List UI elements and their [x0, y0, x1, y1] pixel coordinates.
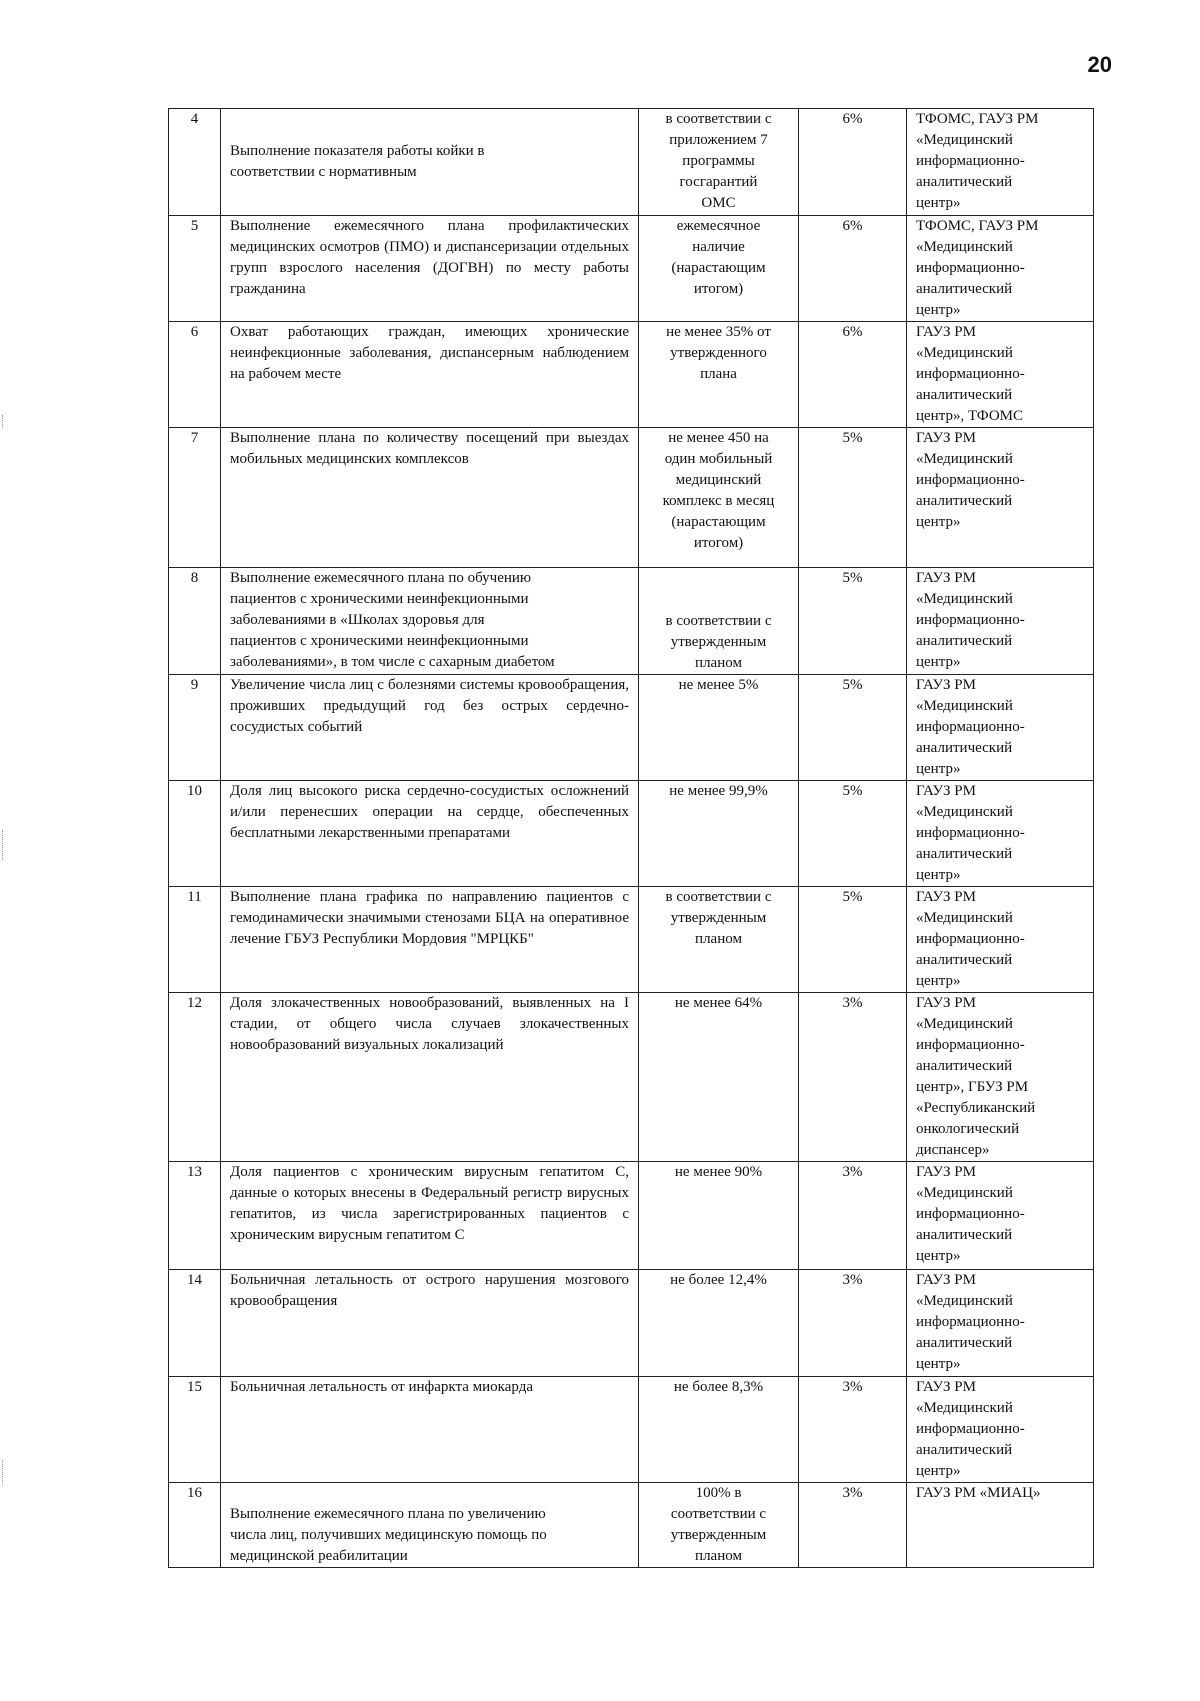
responsible-org: ГАУЗ РМ «Медицинский информационно- аналитический центр», ГБУЗ РМ «Республиканский онкологический диспансер» [907, 993, 1094, 1162]
responsible-org: ГАУЗ РМ «Медицинский информационно- аналитический центр» [907, 675, 1094, 781]
table-row [169, 322, 1094, 428]
responsible-org: ГАУЗ РМ «Медицинский информационно- аналитический центр» [907, 428, 1094, 568]
responsible-org: ТФОМС, ГАУЗ РМ «Медицинский информационно- аналитический центр» [907, 216, 1094, 322]
table-row [169, 428, 1094, 568]
weight-percent: 6% [799, 109, 907, 216]
responsible-org: ГАУЗ РМ «Медицинский информационно- аналитический центр» [907, 781, 1094, 887]
target-value: в соответствии с приложением 7 программы госгарантий ОМС [639, 109, 799, 216]
row-number: 5 [169, 216, 221, 322]
row-number: 8 [169, 568, 221, 675]
indicator-text: Выполнение ежемесячного плана профилактических медицинских осмотров (ПМО) и диспансеризации отдельных групп взрослого населения (ДОГВН) по месту работы гражданина [221, 216, 639, 322]
indicator-text: Выполнение плана по количеству посещений при выездах мобильных медицинских комплексов [221, 428, 639, 568]
table-row [169, 887, 1094, 993]
weight-percent: 3% [799, 1270, 907, 1377]
indicator-text: Выполнение показателя работы койки в соответствии с нормативным [221, 109, 639, 216]
indicator-text: Охват работающих граждан, имеющих хронические неинфекционные заболевания, диспансерным наблюдением на рабочем месте [221, 322, 639, 428]
responsible-org: ГАУЗ РМ «Медицинский информационно- аналитический центр» [907, 887, 1094, 993]
row-number: 12 [169, 993, 221, 1162]
row-number: 13 [169, 1162, 221, 1270]
indicator-text: Больничная летальность от острого нарушения мозгового кровообращения [221, 1270, 639, 1377]
weight-percent: 3% [799, 993, 907, 1162]
weight-percent: 5% [799, 675, 907, 781]
indicators-table [168, 108, 1094, 1568]
target-value: 100% в соответствии с утвержденным планом [639, 1483, 799, 1568]
responsible-org: ГАУЗ РМ «Медицинский информационно- аналитический центр» [907, 1270, 1094, 1377]
scan-mark [2, 415, 4, 427]
target-value: в соответствии с утвержденным планом [639, 887, 799, 993]
responsible-org: ГАУЗ РМ «Медицинский информационно- аналитический центр» [907, 1162, 1094, 1270]
indicator-text: Выполнение плана графика по направлению пациентов с гемодинамически значимыми стенозами БЦА на оперативное лечение ГБУЗ Республики Мордовия "МРЦКБ" [221, 887, 639, 993]
responsible-org: ТФОМС, ГАУЗ РМ «Медицинский информационно- аналитический центр» [907, 109, 1094, 216]
target-value: не более 8,3% [639, 1377, 799, 1483]
responsible-org: ГАУЗ РМ «Медицинский информационно- аналитический центр», ТФОМС [907, 322, 1094, 428]
row-number: 6 [169, 322, 221, 428]
table-row [169, 1483, 1094, 1568]
weight-percent: 3% [799, 1162, 907, 1270]
weight-percent: 3% [799, 1377, 907, 1483]
row-number: 15 [169, 1377, 221, 1483]
target-value: не менее 35% от утвержденного плана [639, 322, 799, 428]
table-row [169, 781, 1094, 887]
row-number: 4 [169, 109, 221, 216]
responsible-org: ГАУЗ РМ «Медицинский информационно- аналитический центр» [907, 1377, 1094, 1483]
weight-percent: 5% [799, 887, 907, 993]
table-row [169, 993, 1094, 1162]
weight-percent: 6% [799, 216, 907, 322]
target-value: не менее 64% [639, 993, 799, 1162]
row-number: 7 [169, 428, 221, 568]
table-row [169, 216, 1094, 322]
target-value: ежемесячное наличие (нарастающим итогом) [639, 216, 799, 322]
table-row [169, 1270, 1094, 1377]
weight-percent: 5% [799, 781, 907, 887]
target-value: не менее 450 на один мобильный медицинский комплекс в месяц (нарастающим итогом) [639, 428, 799, 568]
table-row [169, 109, 1094, 216]
indicator-text: Доля пациентов с хроническим вирусным гепатитом С, данные о которых внесены в Федеральный регистр вирусных гепатитов, из числа зарегистрированных пациентов с хроническим вирусным гепатитом С [221, 1162, 639, 1270]
table-row [169, 568, 1094, 675]
row-number: 10 [169, 781, 221, 887]
weight-percent: 5% [799, 428, 907, 568]
responsible-org: ГАУЗ РМ «Медицинский информационно- аналитический центр» [907, 568, 1094, 675]
row-number: 11 [169, 887, 221, 993]
target-value: в соответствии с утвержденным планом [639, 568, 799, 675]
indicator-text: Выполнение ежемесячного плана по обучению пациентов с хроническими неинфекционными заболеваниями в «Школах здоровья для пациентов с хроническими неинфекционными заболеваниями», в том числе с сахарным диабетом [221, 568, 639, 675]
target-value: не менее 5% [639, 675, 799, 781]
scan-mark [2, 1460, 4, 1485]
weight-percent: 5% [799, 568, 907, 675]
row-number: 16 [169, 1483, 221, 1568]
indicator-text: Доля злокачественных новообразований, выявленных на I стадии, от общего числа случаев злокачественных новообразований визуальных локализаций [221, 993, 639, 1162]
page-number: 20 [1087, 52, 1112, 77]
row-number: 14 [169, 1270, 221, 1377]
weight-percent: 6% [799, 322, 907, 428]
target-value: не менее 90% [639, 1162, 799, 1270]
indicator-text: Увеличение числа лиц с болезнями системы кровообращения, проживших предыдущий год без острых сердечно-сосудистых событий [221, 675, 639, 781]
responsible-org: ГАУЗ РМ «МИАЦ» [907, 1483, 1094, 1568]
table-row [169, 675, 1094, 781]
weight-percent: 3% [799, 1483, 907, 1568]
indicator-text: Доля лиц высокого риска сердечно-сосудистых осложнений и/или перенесших операции на сердце, обеспеченных бесплатными лекарственными препаратами [221, 781, 639, 887]
indicator-text: Выполнение ежемесячного плана по увеличению числа лиц, получивших медицинскую помощь по медицинской реабилитации [221, 1483, 639, 1568]
indicator-text: Больничная летальность от инфаркта миокарда [221, 1377, 639, 1483]
table-row [169, 1162, 1094, 1270]
target-value: не менее 99,9% [639, 781, 799, 887]
scan-mark [2, 830, 4, 860]
target-value: не более 12,4% [639, 1270, 799, 1377]
table-row [169, 1377, 1094, 1483]
row-number: 9 [169, 675, 221, 781]
